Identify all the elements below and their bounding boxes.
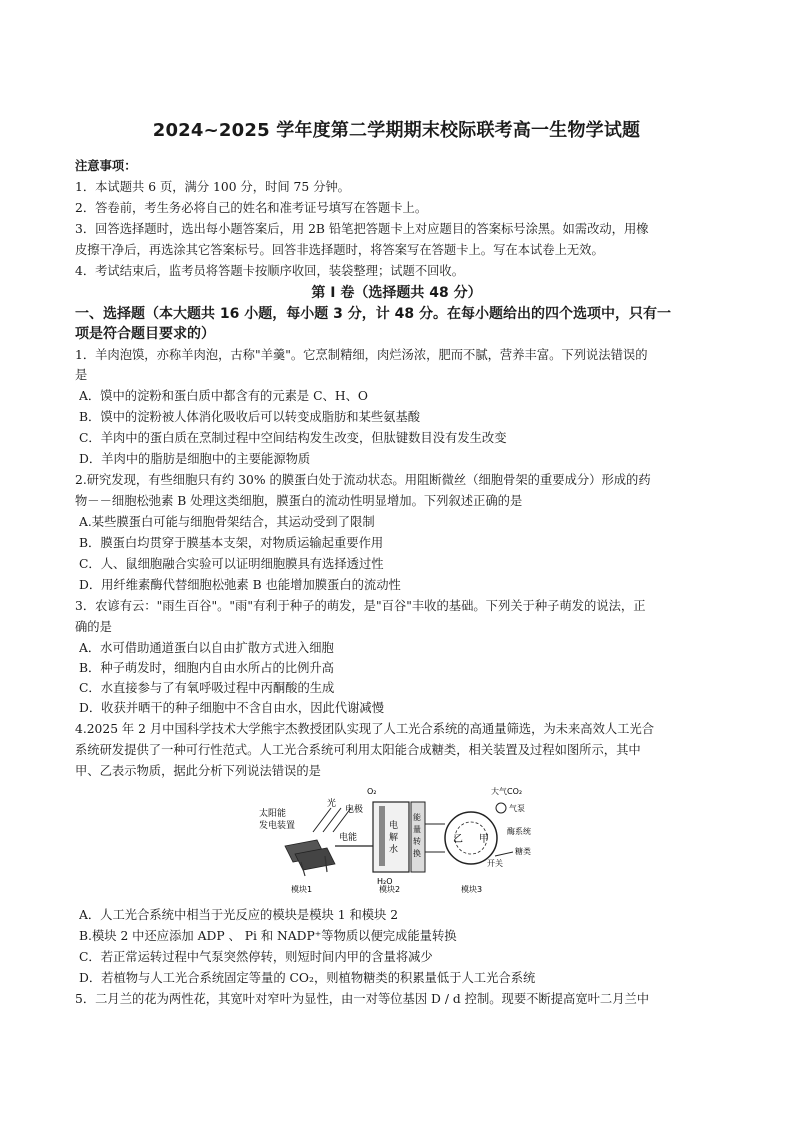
q3-stem: 3．农谚有云："雨生百谷"。"雨"有利于种子的萌发，是"百谷"丰收的基础。下列关于种子萌发的说法，正 xyxy=(75,599,646,613)
q4-option-a: A．人工光合系统中相当于光反应的模块是模块 1 和模块 2 xyxy=(79,908,399,922)
q4-stem: 4.2025 年 2 月中国科学技术大学熊宇杰教授团队实现了人工光合系统的高通量筛选，为未来高效人工光合 xyxy=(75,722,655,736)
section-heading: 一、选择题（本大题共 16 小题，每小题 3 分，计 48 分。在每小题给出的四个选项中，只有一 xyxy=(75,306,671,322)
notice-line: 4．考试结束后，监考员将答题卡按顺序收回，装袋整理；试题不回收。 xyxy=(75,264,465,278)
q2-stem: 2.研究发现，有些细胞只有约 30% 的膜蛋白处于流动状态。用阻断微丝（细胞骨架的重要成分）形成的药 xyxy=(75,473,651,487)
q4-stem-cont: 甲、乙表示物质，据此分析下列说法错误的是 xyxy=(75,764,321,778)
h2o-label: H₂O xyxy=(377,877,393,886)
q4-option-d: D．若植物与人工光合系统固定等量的 CO₂，则植物糖类的积累量低于人工光合系统 xyxy=(79,971,536,985)
electrode-icon xyxy=(379,806,385,866)
notice-line: 皮擦干净后，再选涂其它答案标号。回答非选择题时，将答案写在答题卡上。写在本试卷上无效。 xyxy=(75,243,604,257)
q1-stem: 1．羊肉泡馍，亦称羊肉泡，古称"羊羹"。它烹制精细，肉烂汤浓，肥而不腻，营养丰富。下列说法错误的 xyxy=(75,348,648,362)
q4-option-b: B.模块 2 中还应添加 ADP 、 Pi 和 NADP⁺等物质以便完成能量转换 xyxy=(79,929,457,943)
enzyme-label: 酶系统 xyxy=(507,827,531,836)
q2-stem-cont: 物－－细胞松弛素 B 处理这类细胞，膜蛋白的流动性明显增加。下列叙述正确的是 xyxy=(75,494,523,508)
q1-option-c: C．羊肉中的蛋白质在烹制过程中空间结构发生改变，但肽键数目没有发生改变 xyxy=(79,431,507,445)
notice-line: 1．本试题共 6 页，满分 100 分，时间 75 分钟。 xyxy=(75,180,350,194)
sugar-label: 糖类 xyxy=(515,847,531,856)
module3-label: 模块3 xyxy=(461,885,483,894)
q2-option-a: A.某些膜蛋白可能与细胞骨架结合，其运动受到了限制 xyxy=(79,515,375,529)
q2-option-d: D．用纤维素酶代替细胞松弛素 B 也能增加膜蛋白的流动性 xyxy=(79,578,401,592)
electrolysis-char: 电 xyxy=(389,821,399,831)
artificial-photosynthesis-diagram xyxy=(255,784,557,896)
q1-option-d: D．羊肉中的脂肪是细胞中的主要能源物质 xyxy=(79,452,311,466)
q3-option-d: D．收获并晒干的种子细胞中不含自由水，因此代谢减慢 xyxy=(79,701,384,715)
q4-option-c: C．若正常运转过程中气泵突然停转，则短时间内甲的含量将减少 xyxy=(79,950,433,964)
label-jia: 甲 xyxy=(479,834,489,845)
q3-option-b: B．种子萌发时，细胞内自由水所占的比例升高 xyxy=(79,661,334,675)
section-heading-cont: 项是符合题目要求的） xyxy=(75,326,215,342)
q2-option-c: C．人、鼠细胞融合实验可以证明细胞膜具有选择透过性 xyxy=(79,557,384,571)
q1-option-b: B．馍中的淀粉被人体消化吸收后可以转变成脂肪和某些氨基酸 xyxy=(79,410,421,424)
sugar-arrow xyxy=(495,852,513,856)
solar-panel-icon xyxy=(285,840,335,876)
light-label: 光 xyxy=(327,799,337,809)
solar-label: 太阳能 xyxy=(259,809,287,819)
switch-label: 开关 xyxy=(487,859,503,868)
pump-label: 气泵 xyxy=(509,804,525,813)
electrode-label: 电极 xyxy=(345,805,364,815)
solar-label-2: 发电装置 xyxy=(259,821,296,831)
q5-stem: 5．二月兰的花为两性花，其宽叶对窄叶为显性，由一对等位基因 D / d 控制。现要不断提高宽叶二月兰中 xyxy=(75,992,650,1006)
o2-label: O₂ xyxy=(367,787,377,796)
q3-stem-cont: 确的是 xyxy=(75,620,112,634)
electrolysis-char: 水 xyxy=(389,845,399,855)
converter-char: 量 xyxy=(413,825,421,834)
pump-icon xyxy=(496,803,506,813)
q1-stem-cont: 是 xyxy=(75,368,88,382)
q2-option-b: B．膜蛋白均贯穿于膜基本支架，对物质运输起重要作用 xyxy=(79,536,384,550)
part-heading: 第 Ⅰ 卷（选择题共 48 分） xyxy=(311,285,482,301)
q1-option-a: A．馍中的淀粉和蛋白质中都含有的元素是 C、H、O xyxy=(79,389,368,403)
notice-heading: 注意事项： xyxy=(75,158,137,173)
page-title: 2024~2025 学年度第二学期期末校际联考高一生物学试题 xyxy=(152,120,641,141)
co2-label: 大气CO₂ xyxy=(491,787,523,796)
label-yi: 乙 xyxy=(453,834,463,845)
converter-char: 换 xyxy=(413,849,421,858)
module1-label: 模块1 xyxy=(291,885,313,894)
electrolysis-char: 解 xyxy=(389,833,399,843)
q3-option-c: C．水直接参与了有氧呼吸过程中丙酮酸的生成 xyxy=(79,681,335,695)
q4-stem-cont: 系统研发提供了一种可行性范式。人工光合系统可利用太阳能合成糖类，相关装置及过程如图所示，其中 xyxy=(75,743,641,757)
electric-label: 电能 xyxy=(339,833,358,843)
notice-line: 2．答卷前，考生务必将自己的姓名和准考证号填写在答题卡上。 xyxy=(75,201,428,215)
notice-line: 3．回答选择题时，选出每小题答案后，用 2B 铅笔把答题卡上对应题目的答案标号涂黑。如需改动，用橡 xyxy=(75,222,649,236)
module2-label: 模块2 xyxy=(379,885,401,894)
converter-char: 能 xyxy=(413,813,421,822)
converter-char: 转 xyxy=(413,837,421,846)
q3-option-a: A．水可借助通道蛋白以自由扩散方式进入细胞 xyxy=(79,641,334,655)
